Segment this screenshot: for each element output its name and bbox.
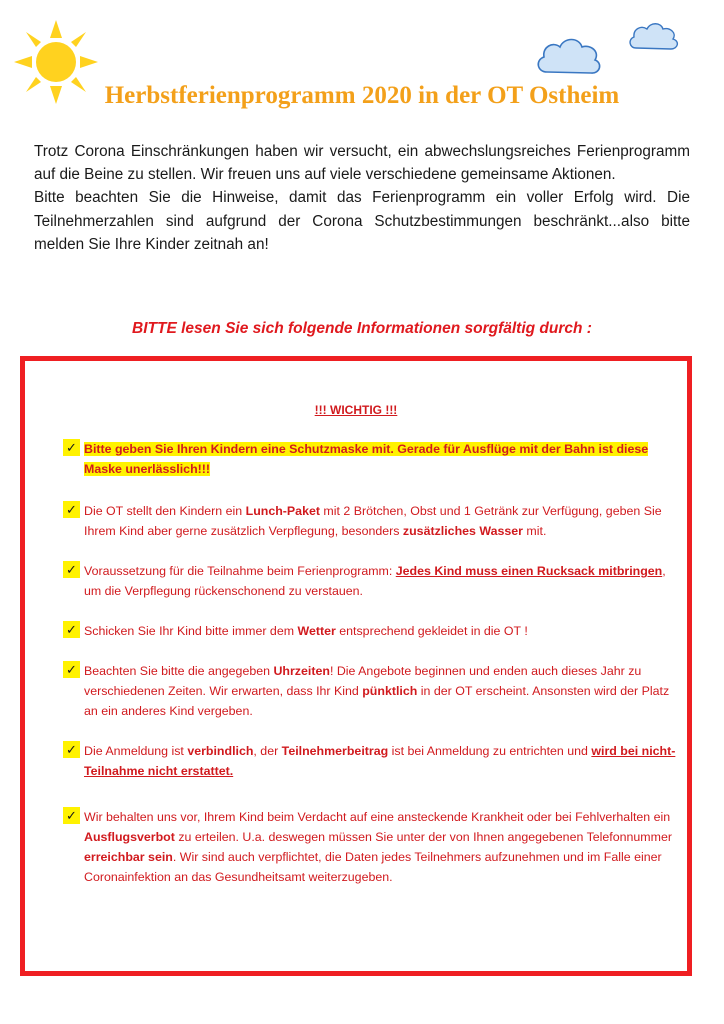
list-item bbox=[63, 501, 677, 541]
item-text: ist bei Anmeldung zu entrichten und bbox=[388, 744, 592, 758]
item-text: Bitte geben Sie Ihren Kindern eine Schutzmaske mit. Gerade für Ausflüge mit der Bahn ist diese Maske unerlässlich!!! bbox=[84, 442, 649, 476]
cloud-icon bbox=[626, 18, 682, 54]
page-title: Herbstferienprogramm 2020 in der OT Ostheim bbox=[104, 82, 620, 109]
item-text: mit 2 Brötchen, Obst und 1 Getränk zur Verfügung, geben Sie Ihrem Kind aber gerne zusätzlich Verpflegung, besonders bbox=[84, 504, 662, 538]
item-bold: erreichbar sein bbox=[84, 850, 173, 864]
checkmark-icon: ✓ bbox=[63, 741, 80, 758]
checkmark-icon: ✓ bbox=[63, 561, 80, 578]
item-text: zu erteilen. U.a. deswegen müssen Sie unter der von Ihnen angegebenen Telefonnummer bbox=[174, 830, 672, 844]
item-text: , der bbox=[253, 744, 282, 758]
list-item bbox=[63, 439, 677, 479]
item-text: Die OT stellt den Kindern ein bbox=[84, 504, 246, 518]
item-bold: wird bei nicht-Teilnahme nicht erstattet. bbox=[84, 744, 676, 778]
item-bold: Wetter bbox=[297, 624, 336, 638]
item-bold: Uhrzeiten bbox=[273, 664, 330, 678]
list-item bbox=[63, 561, 677, 601]
item-bold: zusätzliches Wasser bbox=[402, 524, 523, 538]
list-item bbox=[63, 661, 677, 721]
notice-heading: BITTE lesen Sie sich folgende Informationen sorgfältig durch : bbox=[132, 320, 592, 337]
list-item bbox=[63, 807, 677, 887]
checkmark-icon: ✓ bbox=[63, 807, 80, 824]
item-text: in der OT erscheint. Ansonsten wird der Platz an ein anderes Kind vergeben. bbox=[84, 684, 670, 718]
item-text: mit. bbox=[522, 524, 547, 538]
item-text: Beachten Sie bitte die angegeben bbox=[84, 664, 274, 678]
checkmark-icon: ✓ bbox=[63, 661, 80, 678]
checkmark-icon: ✓ bbox=[63, 439, 80, 456]
checkmark-icon: ✓ bbox=[63, 501, 80, 518]
item-bold: Ausflugsverbot bbox=[84, 830, 175, 844]
item-bold: Teilnehmerbeitrag bbox=[281, 744, 389, 758]
item-text: Wir behalten uns vor, Ihrem Kind beim Verdacht auf eine ansteckende Krankheit oder bei Fehlverhalten ein bbox=[84, 810, 671, 824]
info-box bbox=[20, 356, 692, 976]
important-heading: !!! WICHTIG !!! bbox=[314, 403, 398, 417]
item-bold: pünktlich bbox=[362, 684, 418, 698]
cloud-icon bbox=[533, 32, 605, 80]
checkmark-icon: ✓ bbox=[63, 621, 80, 638]
list-item bbox=[63, 741, 677, 781]
item-text: Voraussetzung für die Teilnahme beim Ferienprogramm: bbox=[84, 564, 396, 578]
intro-text bbox=[34, 140, 690, 256]
item-text: entsprechend gekleidet in die OT ! bbox=[335, 624, 528, 638]
intro-paragraph-2: Bitte beachten Sie die Hinweise, damit das Ferienprogramm ein voller Erfolg wird. Die Teilnehmerzahlen sind aufgrund der Corona Schutzbestimmungen beschränkt...also bitte melden Sie Ihre Kinder zeitnah an! bbox=[34, 189, 690, 253]
item-bold: verbindlich bbox=[187, 744, 254, 758]
item-bold: Jedes Kind muss einen Rucksack mitbringen bbox=[395, 564, 663, 578]
item-text: Schicken Sie Ihr Kind bitte immer dem bbox=[84, 624, 298, 638]
list-item bbox=[63, 621, 677, 641]
item-text: , um die Verpflegung rückenschonend zu verstauen. bbox=[84, 564, 666, 598]
intro-paragraph-1: Trotz Corona Einschränkungen haben wir versucht, ein abwechslungsreiches Ferienprogramm auf die Beine zu stellen. Wir freuen uns auf viele verschiedene gemeinsame Aktionen. bbox=[34, 143, 690, 184]
item-text: . Wir sind auch verpflichtet, die Daten jedes Teilnehmers aufzunehmen und im Falle einer Coronainfektion an das Gesundheitsamt weiterzugeben. bbox=[84, 850, 662, 884]
item-bold: Lunch-Paket bbox=[245, 504, 320, 518]
item-text: Die Anmeldung ist bbox=[84, 744, 188, 758]
item-text: ! Die Angebote beginnen und enden auch dieses Jahr zu verschiedenen Zeiten. Wir erwarten, dass Ihr Kind bbox=[84, 664, 642, 698]
